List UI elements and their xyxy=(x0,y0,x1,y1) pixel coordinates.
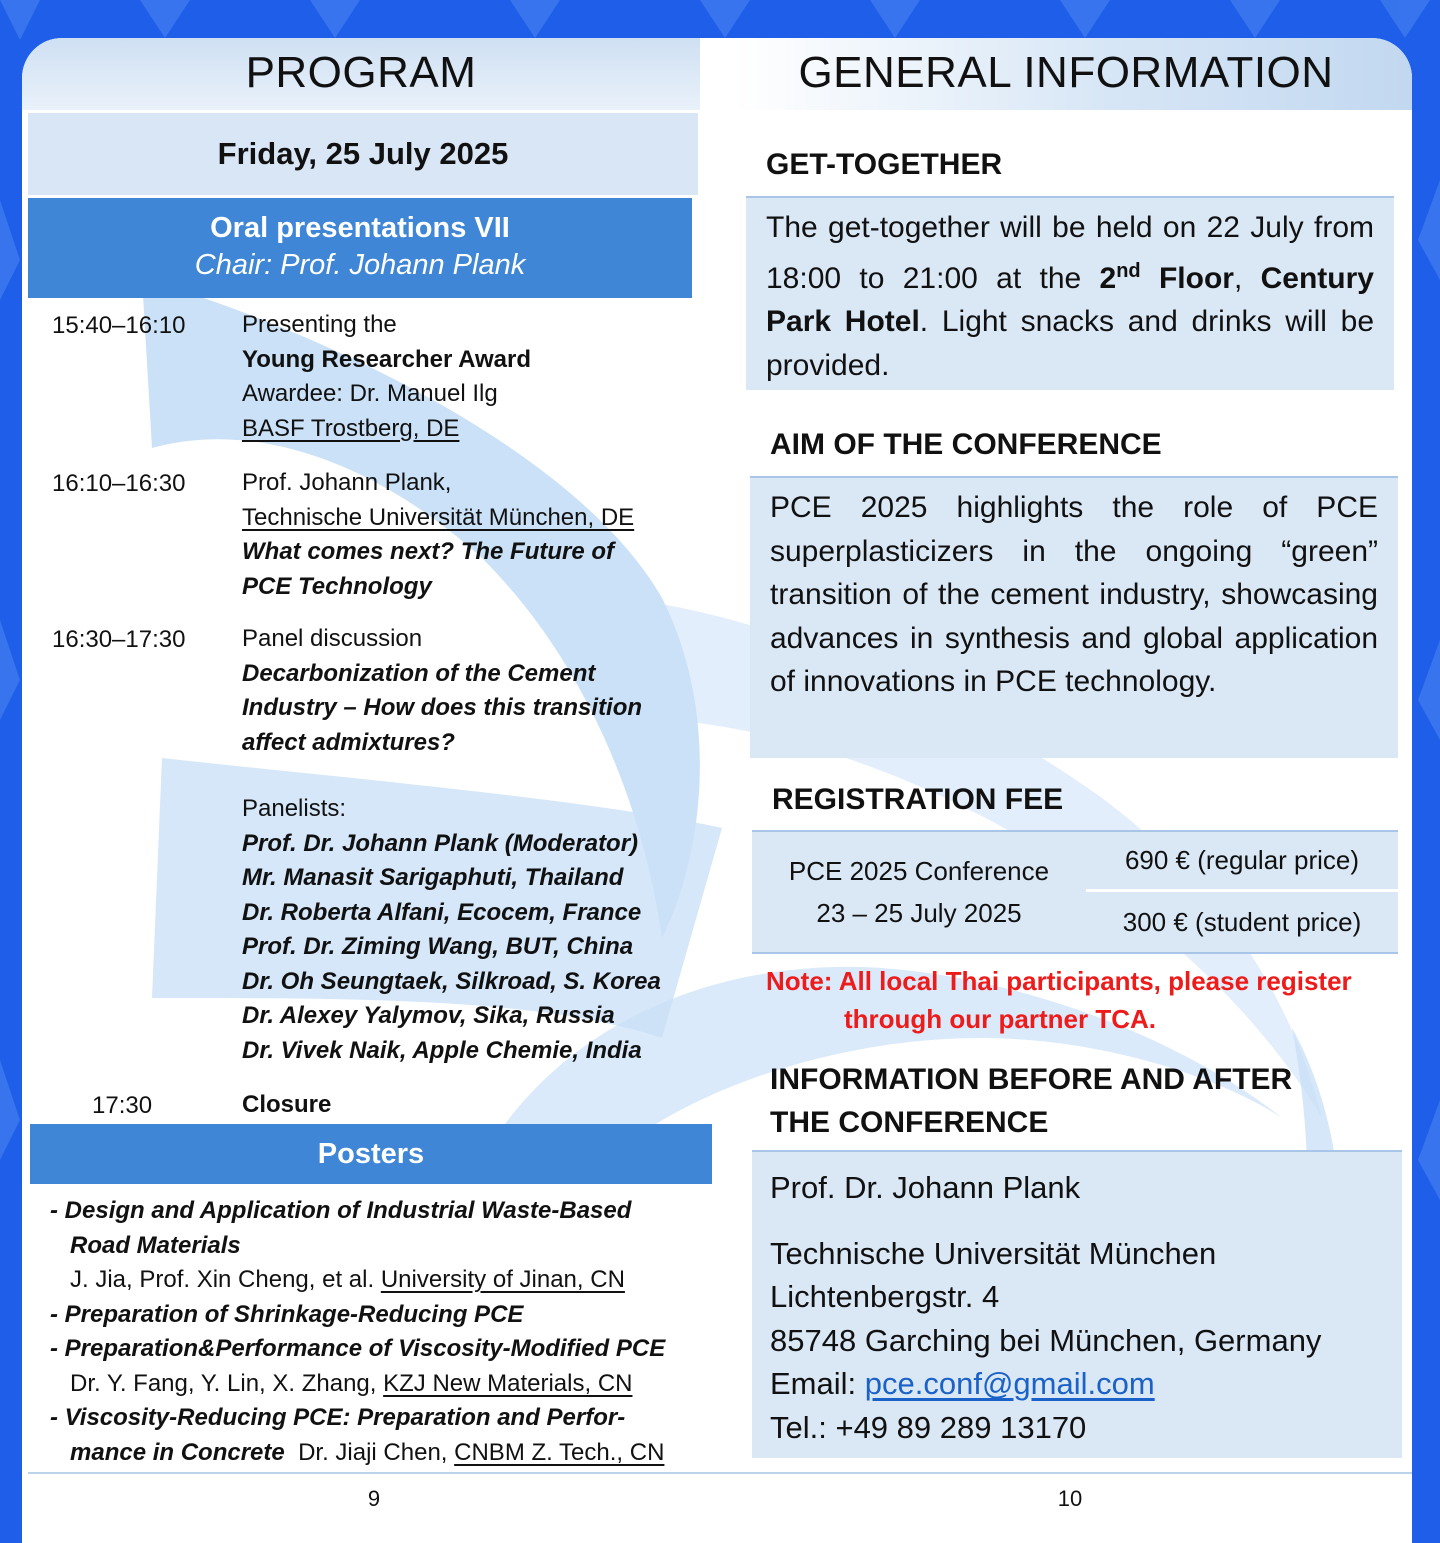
get-together-box xyxy=(746,196,1394,390)
awardee: Awardee: Dr. Manuel Ilg xyxy=(242,380,498,407)
panelist: Prof. Dr. Ziming Wang, BUT, China xyxy=(242,933,634,960)
panel-label: Panel discussion xyxy=(242,625,423,652)
panelist: Dr. Alexey Yalymov, Sika, Russia xyxy=(242,1002,615,1029)
get-together-title: GET-TOGETHER xyxy=(766,148,1003,181)
poster-title: - Design and Application of Industrial Waste-Based xyxy=(50,1197,632,1224)
contact-box xyxy=(752,1150,1402,1458)
poster-authors: J. Jia, Prof. Xin Cheng, et al. xyxy=(70,1266,375,1293)
contact-city: 85748 Garching bei München, Germany xyxy=(770,1322,1322,1358)
get-together-text-end: . Light snacks and drinks will be provided. xyxy=(766,305,1374,382)
poster-title-cont: mance in Concrete xyxy=(70,1438,285,1466)
note-line: Note: All local Thai participants, please register xyxy=(766,966,1352,996)
thai-participants-note xyxy=(766,962,1406,1038)
speaker-name: Prof. Johann Plank, xyxy=(242,469,452,496)
before-after-title-line: INFORMATION BEFORE AND AFTER xyxy=(770,1063,1293,1096)
note-line: through our partner TCA. xyxy=(844,1004,1156,1034)
poster-affiliation: University of Jinan, CN xyxy=(380,1266,625,1293)
speaker-affiliation: Technische Universität München, DE xyxy=(242,503,635,531)
closure-label: Closure xyxy=(242,1091,332,1118)
poster-authors: Dr. Jiaji Chen, xyxy=(298,1438,448,1466)
floor-number: 2 xyxy=(1099,261,1117,295)
floor-comma: , xyxy=(1233,261,1243,295)
closure-time: 17:30 xyxy=(92,1092,153,1119)
conference-name: PCE 2025 Conference xyxy=(788,856,1050,886)
awardee-affiliation: BASF Trostberg, DE xyxy=(242,414,460,442)
item-time: 16:30–17:30 xyxy=(52,626,186,653)
panelists-label: Panelists: xyxy=(242,795,347,822)
aim-box xyxy=(750,476,1398,758)
conference-dates: 23 – 25 July 2025 xyxy=(816,898,1022,928)
poster-title-cont: Road Materials xyxy=(70,1231,241,1259)
email-label: Email: xyxy=(770,1366,865,1401)
contact-phone: Tel.: +49 89 289 13170 xyxy=(770,1409,1087,1445)
aim-text: PCE 2025 highlights the role of PCE superplasticizers in the ongoing “green” transition of the cement industry, showcasing advances in synthesis and global application of innovations in PCE technology. xyxy=(770,491,1378,698)
poster-title: - Viscosity-Reducing PCE: Preparation and Perfor- xyxy=(50,1404,626,1431)
panelists-list xyxy=(242,792,702,1068)
panel-topic-line: Industry – How does this transition xyxy=(242,694,643,721)
panelist: Mr. Manasit Sarigaphuti, Thailand xyxy=(242,864,624,891)
program-item-award xyxy=(242,308,692,446)
panel-topic-line: affect admixtures? xyxy=(242,728,455,756)
floor-suffix: nd xyxy=(1116,259,1141,282)
before-after-title xyxy=(770,1058,1292,1144)
program-title: PROGRAM xyxy=(245,48,477,97)
session-chair: Chair: Prof. Johann Plank xyxy=(194,249,526,281)
footer-divider xyxy=(28,1472,1412,1474)
before-after-title-line: THE CONFERENCE xyxy=(770,1106,1049,1139)
panelist: Prof. Dr. Johann Plank (Moderator) xyxy=(242,829,639,857)
aim-title: AIM OF THE CONFERENCE xyxy=(770,428,1162,461)
student-price: 300 € (student price) xyxy=(1122,906,1362,937)
item-line: Presenting the xyxy=(242,311,397,338)
poster-affiliation: CNBM Z. Tech., CN xyxy=(454,1438,665,1466)
talk-title-line: PCE Technology xyxy=(242,572,432,600)
poster-title: - Preparation&Performance of Viscosity-Modified PCE xyxy=(50,1335,666,1362)
page-number-left: 9 xyxy=(367,1486,381,1511)
get-together-text: The get-together will be held on 22 July from 18:00 to 21:00 at the xyxy=(766,211,1374,295)
floor-word: Floor xyxy=(1140,261,1234,295)
program-item-talk xyxy=(242,466,702,604)
registration-fee-title: REGISTRATION FEE xyxy=(772,783,1064,816)
poster-affiliation: KZJ New Materials, CN xyxy=(383,1369,633,1397)
brochure-spread xyxy=(22,38,1412,1543)
contact-institution: Technische Universität München xyxy=(770,1235,1217,1271)
contact-street: Lichtenbergstr. 4 xyxy=(770,1279,1000,1314)
fee-conference-cell xyxy=(752,832,1086,952)
contact-name: Prof. Dr. Johann Plank xyxy=(770,1170,1081,1205)
talk-title-line: What comes next? The Future of xyxy=(242,538,615,565)
session-title: Oral presentations VII xyxy=(210,212,510,244)
page-number-right: 10 xyxy=(1057,1486,1083,1511)
general-information-title: GENERAL INFORMATION xyxy=(798,48,1334,97)
panelist: Dr. Oh Seungtaek, Silkroad, S. Korea xyxy=(242,967,661,995)
poster-authors: Dr. Y. Fang, Y. Lin, X. Zhang, xyxy=(70,1369,377,1397)
posters-header: Posters xyxy=(30,1124,712,1184)
item-time: 15:40–16:10 xyxy=(52,312,186,339)
panelist: Dr. Roberta Alfani, Ecocem, France xyxy=(242,898,642,926)
program-date: Friday, 25 July 2025 xyxy=(28,113,698,195)
panelist: Dr. Vivek Naik, Apple Chemie, India xyxy=(242,1036,642,1064)
session-header xyxy=(28,198,692,298)
hotel-name: Century Park Hotel xyxy=(766,261,1374,338)
poster-title: - Preparation of Shrinkage-Reducing PCE xyxy=(50,1300,524,1328)
registration-fee-table xyxy=(752,830,1398,954)
regular-price: 690 € (regular price) xyxy=(1086,832,1398,892)
panel-topic-line: Decarbonization of the Cement xyxy=(242,659,596,687)
email-link[interactable]: pce.conf@gmail.com xyxy=(864,1366,1155,1401)
award-name: Young Researcher Award xyxy=(242,345,531,373)
item-time: 16:10–16:30 xyxy=(52,470,186,497)
program-item-panel xyxy=(242,622,702,760)
posters-list xyxy=(50,1194,710,1470)
